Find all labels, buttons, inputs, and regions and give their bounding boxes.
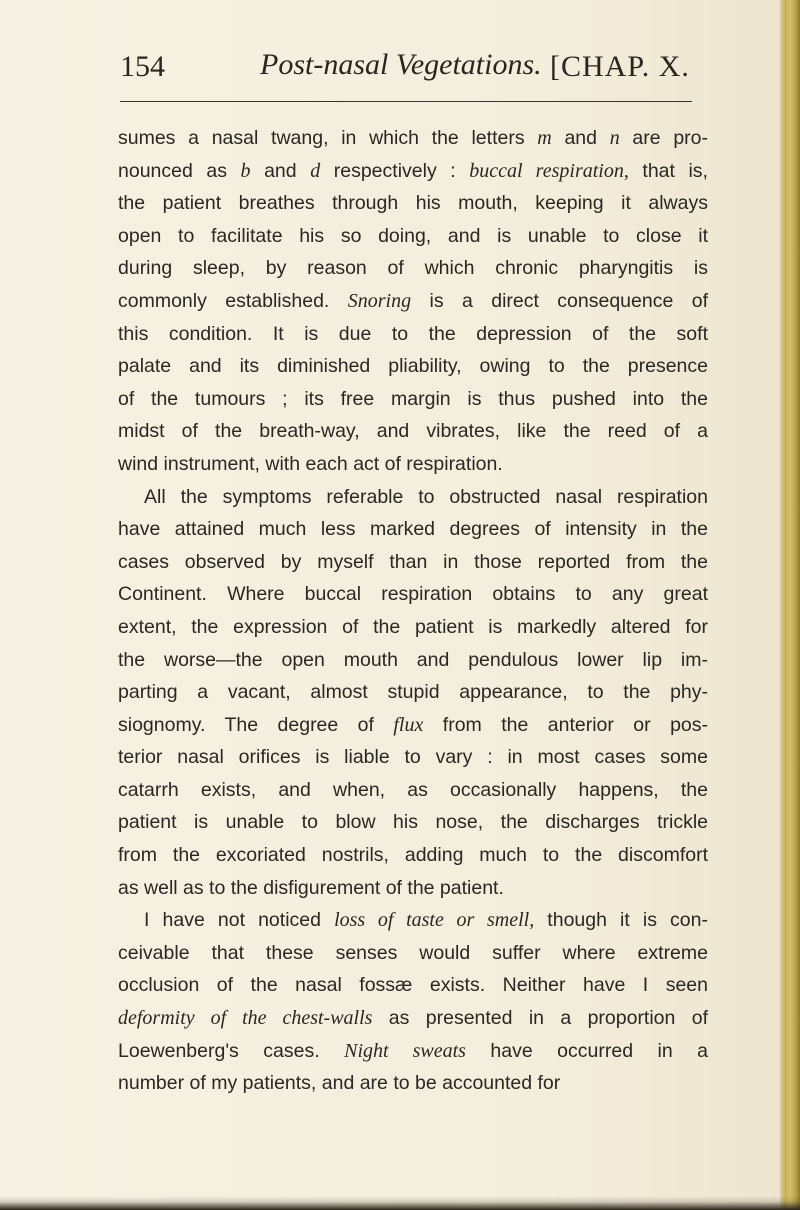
text-segment: have occurred in a — [465, 1039, 708, 1062]
text-line — [118, 513, 708, 546]
text-line — [118, 937, 708, 970]
italic-text: deformity of the chest-walls — [118, 1007, 373, 1030]
italic-text: n — [609, 127, 620, 149]
text-line — [118, 969, 708, 1002]
text-line — [118, 155, 708, 188]
text-segment: is a direct consequence of — [411, 289, 708, 312]
page-edge — [780, 0, 800, 1210]
text-segment: I have not noticed — [144, 909, 335, 932]
text-segment: during sleep, by reason of which chronic pharyngitis is — [118, 257, 708, 280]
text-segment: open to facilitate his so doing, and is unable to close it — [118, 224, 708, 247]
italic-text: loss of taste or smell, — [334, 909, 535, 932]
italic-text: Snoring — [347, 289, 412, 312]
italic-text: m — [537, 127, 552, 149]
text-segment: though it is con- — [534, 909, 708, 932]
italic-text: buccal respiration, — [469, 159, 629, 182]
text-line — [118, 774, 708, 807]
italic-text: flux — [393, 713, 424, 736]
text-segment: cases observed by myself than in those reported from the — [118, 550, 708, 573]
text-segment: occlusion of the nasal fossæ exists. Neither have I seen — [118, 974, 708, 997]
text-line — [118, 1002, 708, 1035]
text-line — [118, 578, 708, 611]
text-segment: ceivable that these senses would suffer where extreme — [118, 941, 708, 964]
text-line — [118, 1067, 708, 1100]
text-line — [118, 709, 708, 742]
text-segment: the worse—the open mouth and pendulous lower lip im- — [118, 648, 708, 671]
text-line — [118, 839, 708, 872]
chapter-label: [CHAP. X. — [550, 50, 690, 83]
text-segment: as well as to the disfigurement of the patient. — [118, 876, 504, 899]
text-line — [118, 187, 708, 220]
italic-text: d — [310, 159, 321, 182]
page-number: 154 — [120, 50, 165, 83]
running-title: Post-nasal Vegetations. — [260, 48, 542, 81]
text-segment: extent, the expression of the patient is markedly altered for — [118, 615, 708, 638]
body-text — [118, 122, 708, 1100]
text-segment: and — [551, 127, 610, 149]
text-segment: midst of the breath-way, and vibrates, like the reed of a — [118, 420, 708, 443]
text-segment: this condition. It is due to the depression of the soft — [118, 322, 708, 345]
text-segment: from the excoriated nostrils, adding much to the discomfort — [118, 844, 708, 867]
text-line — [118, 350, 708, 383]
text-line — [118, 546, 708, 579]
text-line — [118, 741, 708, 774]
text-segment: Loewenberg's cases. — [118, 1039, 345, 1062]
text-segment: sumes a nasal twang, in which the letters — [118, 127, 538, 149]
text-line — [118, 611, 708, 644]
running-header — [120, 42, 710, 92]
text-segment: nounced as — [118, 159, 241, 182]
text-segment: parting a vacant, almost stupid appearance, to the phy- — [118, 681, 708, 704]
text-line — [118, 1035, 708, 1068]
text-line — [118, 122, 708, 155]
text-segment: are pro- — [619, 127, 709, 149]
text-segment: respectively : — [320, 159, 470, 182]
text-line — [118, 904, 708, 937]
page-bottom-edge — [0, 1196, 800, 1210]
text-line — [118, 481, 708, 514]
text-line — [118, 252, 708, 285]
text-segment: catarrh exists, and when, as occasionally happens, the — [118, 778, 708, 801]
text-line — [118, 676, 708, 709]
text-segment: the patient breathes through his mouth, keeping it always — [118, 192, 708, 215]
text-segment: have attained much less marked degrees of intensity in the — [118, 518, 708, 541]
header-rule — [120, 101, 692, 102]
text-segment: commonly established. — [118, 289, 348, 312]
text-segment: as presented in a proportion of — [372, 1007, 708, 1030]
text-segment: number of my patients, and are to be accounted for — [118, 1072, 561, 1095]
text-line — [118, 872, 708, 905]
text-segment: terior nasal orifices is liable to vary : in most cases some — [118, 746, 708, 769]
text-segment: from the anterior or pos- — [423, 713, 709, 736]
text-line — [118, 415, 708, 448]
text-segment: All the symptoms referable to obstructed nasal respiration — [144, 485, 708, 508]
italic-text: b — [240, 159, 251, 182]
text-line — [118, 644, 708, 677]
text-segment: that is, — [628, 159, 708, 182]
text-segment: wind instrument, with each act of respiration. — [118, 452, 503, 475]
text-segment: Continent. Where buccal respiration obtains to any great — [118, 583, 708, 606]
text-segment: siognomy. The degree of — [118, 713, 394, 736]
text-segment: of the tumours ; its free margin is thus pushed into the — [118, 387, 708, 410]
text-line — [118, 383, 708, 416]
text-line — [118, 220, 708, 253]
text-segment: and — [250, 159, 311, 182]
italic-text: Night sweats — [344, 1039, 466, 1062]
text-line — [118, 448, 708, 481]
text-segment: palate and its diminished pliability, owing to the presence — [118, 355, 708, 378]
text-line — [118, 285, 708, 318]
text-line — [118, 806, 708, 839]
text-segment: patient is unable to blow his nose, the discharges trickle — [118, 811, 708, 834]
text-line — [118, 318, 708, 351]
